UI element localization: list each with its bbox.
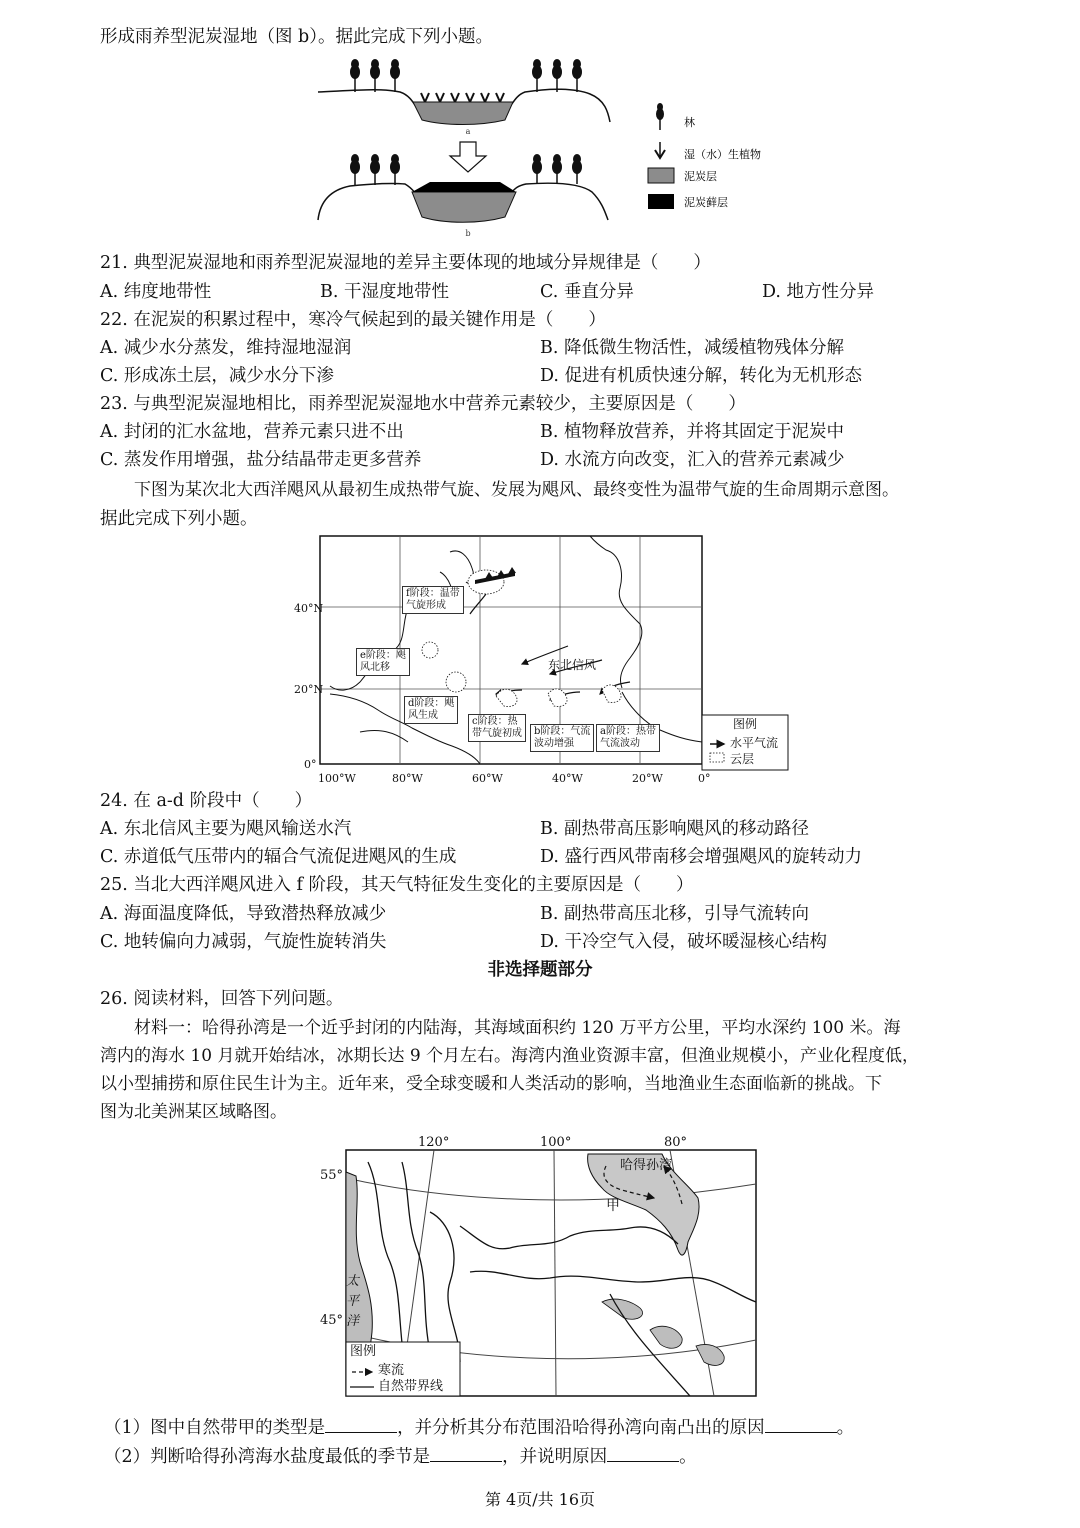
legend-peat-label: 泥炭层 (684, 170, 717, 183)
peat-layer-a (413, 102, 513, 125)
peat-layer-swatch (648, 168, 674, 183)
fig2-legend-title: 图例 (733, 717, 758, 731)
lat-45: 45° (320, 1313, 344, 1328)
q21-option-c: C. 垂直分异 (540, 282, 634, 302)
material-line-4: 图为北美洲某区域略图。 (100, 1102, 287, 1122)
north-america-map-figure (310, 1132, 770, 1400)
q21-option-a: A. 纬度地带性 (100, 282, 212, 302)
q23-option-d: D. 水流方向改变，汇入的营养元素减少 (540, 450, 845, 470)
trees-b-right (532, 154, 582, 184)
q21-option-d: D. 地方性分异 (762, 282, 875, 302)
fig1-legend (648, 103, 761, 209)
lon-80: 80° (664, 1135, 688, 1150)
q23-option-b: B. 植物释放营养，并将其固定于泥炭中 (540, 422, 844, 442)
q24-option-a: A. 东北信风主要为飓风输送水汽 (100, 819, 352, 839)
lon-40w: 40°W (552, 772, 583, 785)
transition-arrow (450, 142, 486, 172)
peat-moss-layer-swatch (648, 194, 674, 209)
stage-a-box: a阶段：热带 气流波动 (596, 724, 660, 752)
peat-layer-b (412, 192, 516, 222)
q24-option-b: B. 副热带高压影响飓风的移动路径 (540, 819, 809, 839)
q25-option-a: A. 海面温度降低，导致潜热释放减少 (100, 904, 387, 924)
q22-stem: 22. 在泥炭的积累过程中，寒冷气候起到的最关键作用是（ ） (100, 310, 606, 330)
trade-wind-label: 东北信风 (548, 658, 597, 672)
lat-0: 0° (304, 758, 317, 771)
q22-option-b: B. 降低微生物活性，减缓植物残体分解 (540, 338, 844, 358)
wetland-plant-icon (655, 142, 665, 158)
material-line-3: 以小型捕捞和原住民生计为主。近年来，受全球变暖和人类活动的影响，当地渔业生态面临新的挑战。下 (100, 1074, 882, 1094)
zone-jia-label: 甲 (606, 1198, 620, 1214)
label-b: b (465, 229, 471, 238)
stage-e-box: e阶段：飓 风北移 (356, 648, 410, 676)
legend-peat-moss-label: 泥炭藓层 (684, 196, 728, 209)
page-footer: 第 4页/共 16页 (484, 1490, 596, 1509)
wetland-plants-a (421, 93, 504, 102)
q25-stem: 25. 当北大西洋飓风进入 f 阶段，其天气特征发生变化的主要原因是（ ） (100, 875, 694, 895)
lon-80w: 80°W (392, 772, 423, 785)
trees-a-left (350, 59, 400, 92)
intro-line: 形成雨养型泥炭湿地（图 b）。据此完成下列小题。 (100, 27, 494, 47)
q25-option-d: D. 干冷空气入侵，破坏暖湿核心结构 (540, 932, 828, 952)
stage-c-box: c阶段：热 带气旋初成 (468, 714, 526, 742)
q21-option-b: B. 干湿度地带性 (320, 282, 449, 302)
q26-stem: 26. 阅读材料，回答下列问题。 (100, 989, 344, 1009)
sub-question-2: （2）判断哈得孙湾海水盐度最低的季节是 ，并说明原因 。 (104, 1443, 697, 1469)
hudson-bay-label: 哈得孙湾 (620, 1158, 673, 1173)
fig3-legend-current: 寒流 (378, 1363, 405, 1378)
tree-icon (656, 103, 664, 130)
fig2-legend-flow: 水平气流 (730, 736, 779, 750)
answer-blank-2a[interactable] (430, 1443, 502, 1462)
trees-a-right (532, 59, 582, 92)
q24-option-d: D. 盛行西风带南移会增强飓风的旋转动力 (540, 847, 863, 867)
lon-100: 100° (540, 1135, 572, 1150)
q23-option-c: C. 蒸发作用增强，盐分结晶带走更多营养 (100, 450, 422, 470)
q22-option-a: A. 减少水分蒸发，维持湿地湿润 (100, 338, 352, 358)
sub-question-1: （1）图中自然带甲的类型是 ，并分析其分布范围沿哈得孙湾向南凸出的原因 。 (104, 1414, 854, 1440)
peat-moss-layer-b (412, 182, 516, 192)
q22-option-c: C. 形成冻土层，减少水分下渗 (100, 366, 334, 386)
lon-120: 120° (418, 1135, 450, 1150)
stage-d-box: d阶段：飓 风生成 (404, 696, 458, 724)
answer-blank-1b[interactable] (765, 1414, 837, 1433)
lon-60w: 60°W (472, 772, 503, 785)
lat-55: 55° (320, 1168, 344, 1183)
hurricane-intro-line1: 下图为某次北大西洋飓风从最初生成热带气旋、发展为飓风、最终变性为温带气旋的生命周期示意图。 (134, 480, 899, 500)
material-line-2: 湾内的海水 10 月就开始结冰，冰期长达 9 个月左右。海湾内渔业资源丰富，但渔业规模小，产业化程度低， (100, 1046, 920, 1066)
hurricane-intro-line2: 据此完成下列小题。 (100, 509, 258, 529)
lat-40: 40°N (294, 602, 324, 615)
answer-blank-2b[interactable] (607, 1443, 679, 1462)
fig3-legend-title: 图例 (350, 1344, 377, 1359)
lon-20w: 20°W (632, 772, 663, 785)
trees-b-left (350, 154, 400, 185)
q23-option-a: A. 封闭的汇水盆地，营养元素只进不出 (100, 422, 404, 442)
fig2-legend-cloud: 云层 (730, 752, 755, 766)
fig3-legend-boundary: 自然带界线 (378, 1379, 444, 1394)
legend-plant-label: 湿（水）生植物 (684, 148, 761, 161)
q25-option-b: B. 副热带高压北移，引导气流转向 (540, 904, 809, 924)
q22-option-d: D. 促进有机质快速分解，转化为无机形态 (540, 366, 863, 386)
q23-stem: 23. 与典型泥炭湿地相比，雨养型泥炭湿地水中营养元素较少，主要原因是（ ） (100, 394, 746, 414)
section-title: 非选择题部分 (487, 960, 593, 980)
hurricane-map-figure (290, 532, 790, 790)
stage-b-box: b阶段：气流 波动增强 (530, 724, 594, 752)
lon-0: 0° (698, 772, 711, 785)
q24-stem: 24. 在 a-d 阶段中（ ） (100, 791, 313, 811)
label-a: a (465, 127, 471, 136)
q21-stem: 21. 典型泥炭湿地和雨养型泥炭湿地的差异主要体现的地域分异规律是（ ） (100, 253, 711, 273)
stage-f-box: f阶段：温带 气旋形成 (402, 586, 464, 614)
lat-20: 20°N (294, 683, 324, 696)
answer-blank-1a[interactable] (325, 1414, 397, 1433)
legend-tree-label: 林 (684, 116, 695, 129)
peat-wetland-figure (300, 52, 800, 242)
q24-option-c: C. 赤道低气压带内的辐合气流促进飓风的生成 (100, 847, 457, 867)
lon-100w: 100°W (318, 772, 356, 785)
material-line-1: 材料一：哈得孙湾是一个近乎封闭的内陆海，其海域面积约 120 万平方公里，平均水深约 100 米。海 (134, 1018, 901, 1038)
q25-option-c: C. 地转偏向力减弱，气旋性旋转消失 (100, 932, 387, 952)
legend-cloud-swatch (710, 753, 724, 762)
pacific-label: 太 平 洋 (346, 1274, 360, 1329)
